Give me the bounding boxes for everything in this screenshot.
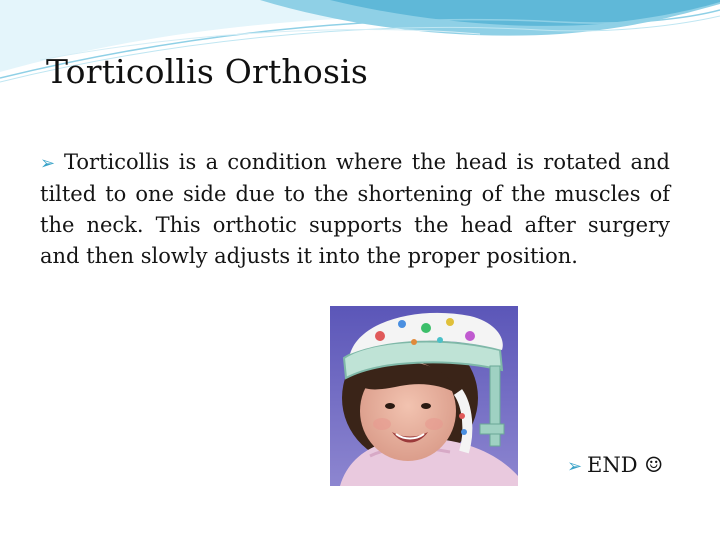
end-label: END: [587, 453, 638, 477]
end-line: [567, 453, 663, 477]
body-paragraph-text: Torticollis is a condition where the head is rotated and tilted to one side due to the shortening of the muscles of the neck. This orthotic supports the head after surgery and then slowly adjusts it into the proper position.: [40, 150, 670, 268]
body-paragraph: [40, 147, 670, 272]
slide-title: Torticollis Orthosis: [46, 52, 368, 91]
bullet-arrow-icon: ➢: [567, 456, 583, 477]
photo-illustration: [330, 306, 518, 486]
bullet-arrow-icon: ➢: [40, 153, 56, 174]
photo-child-orthosis-image: [330, 306, 518, 486]
smiley-icon: ☺: [644, 453, 664, 477]
